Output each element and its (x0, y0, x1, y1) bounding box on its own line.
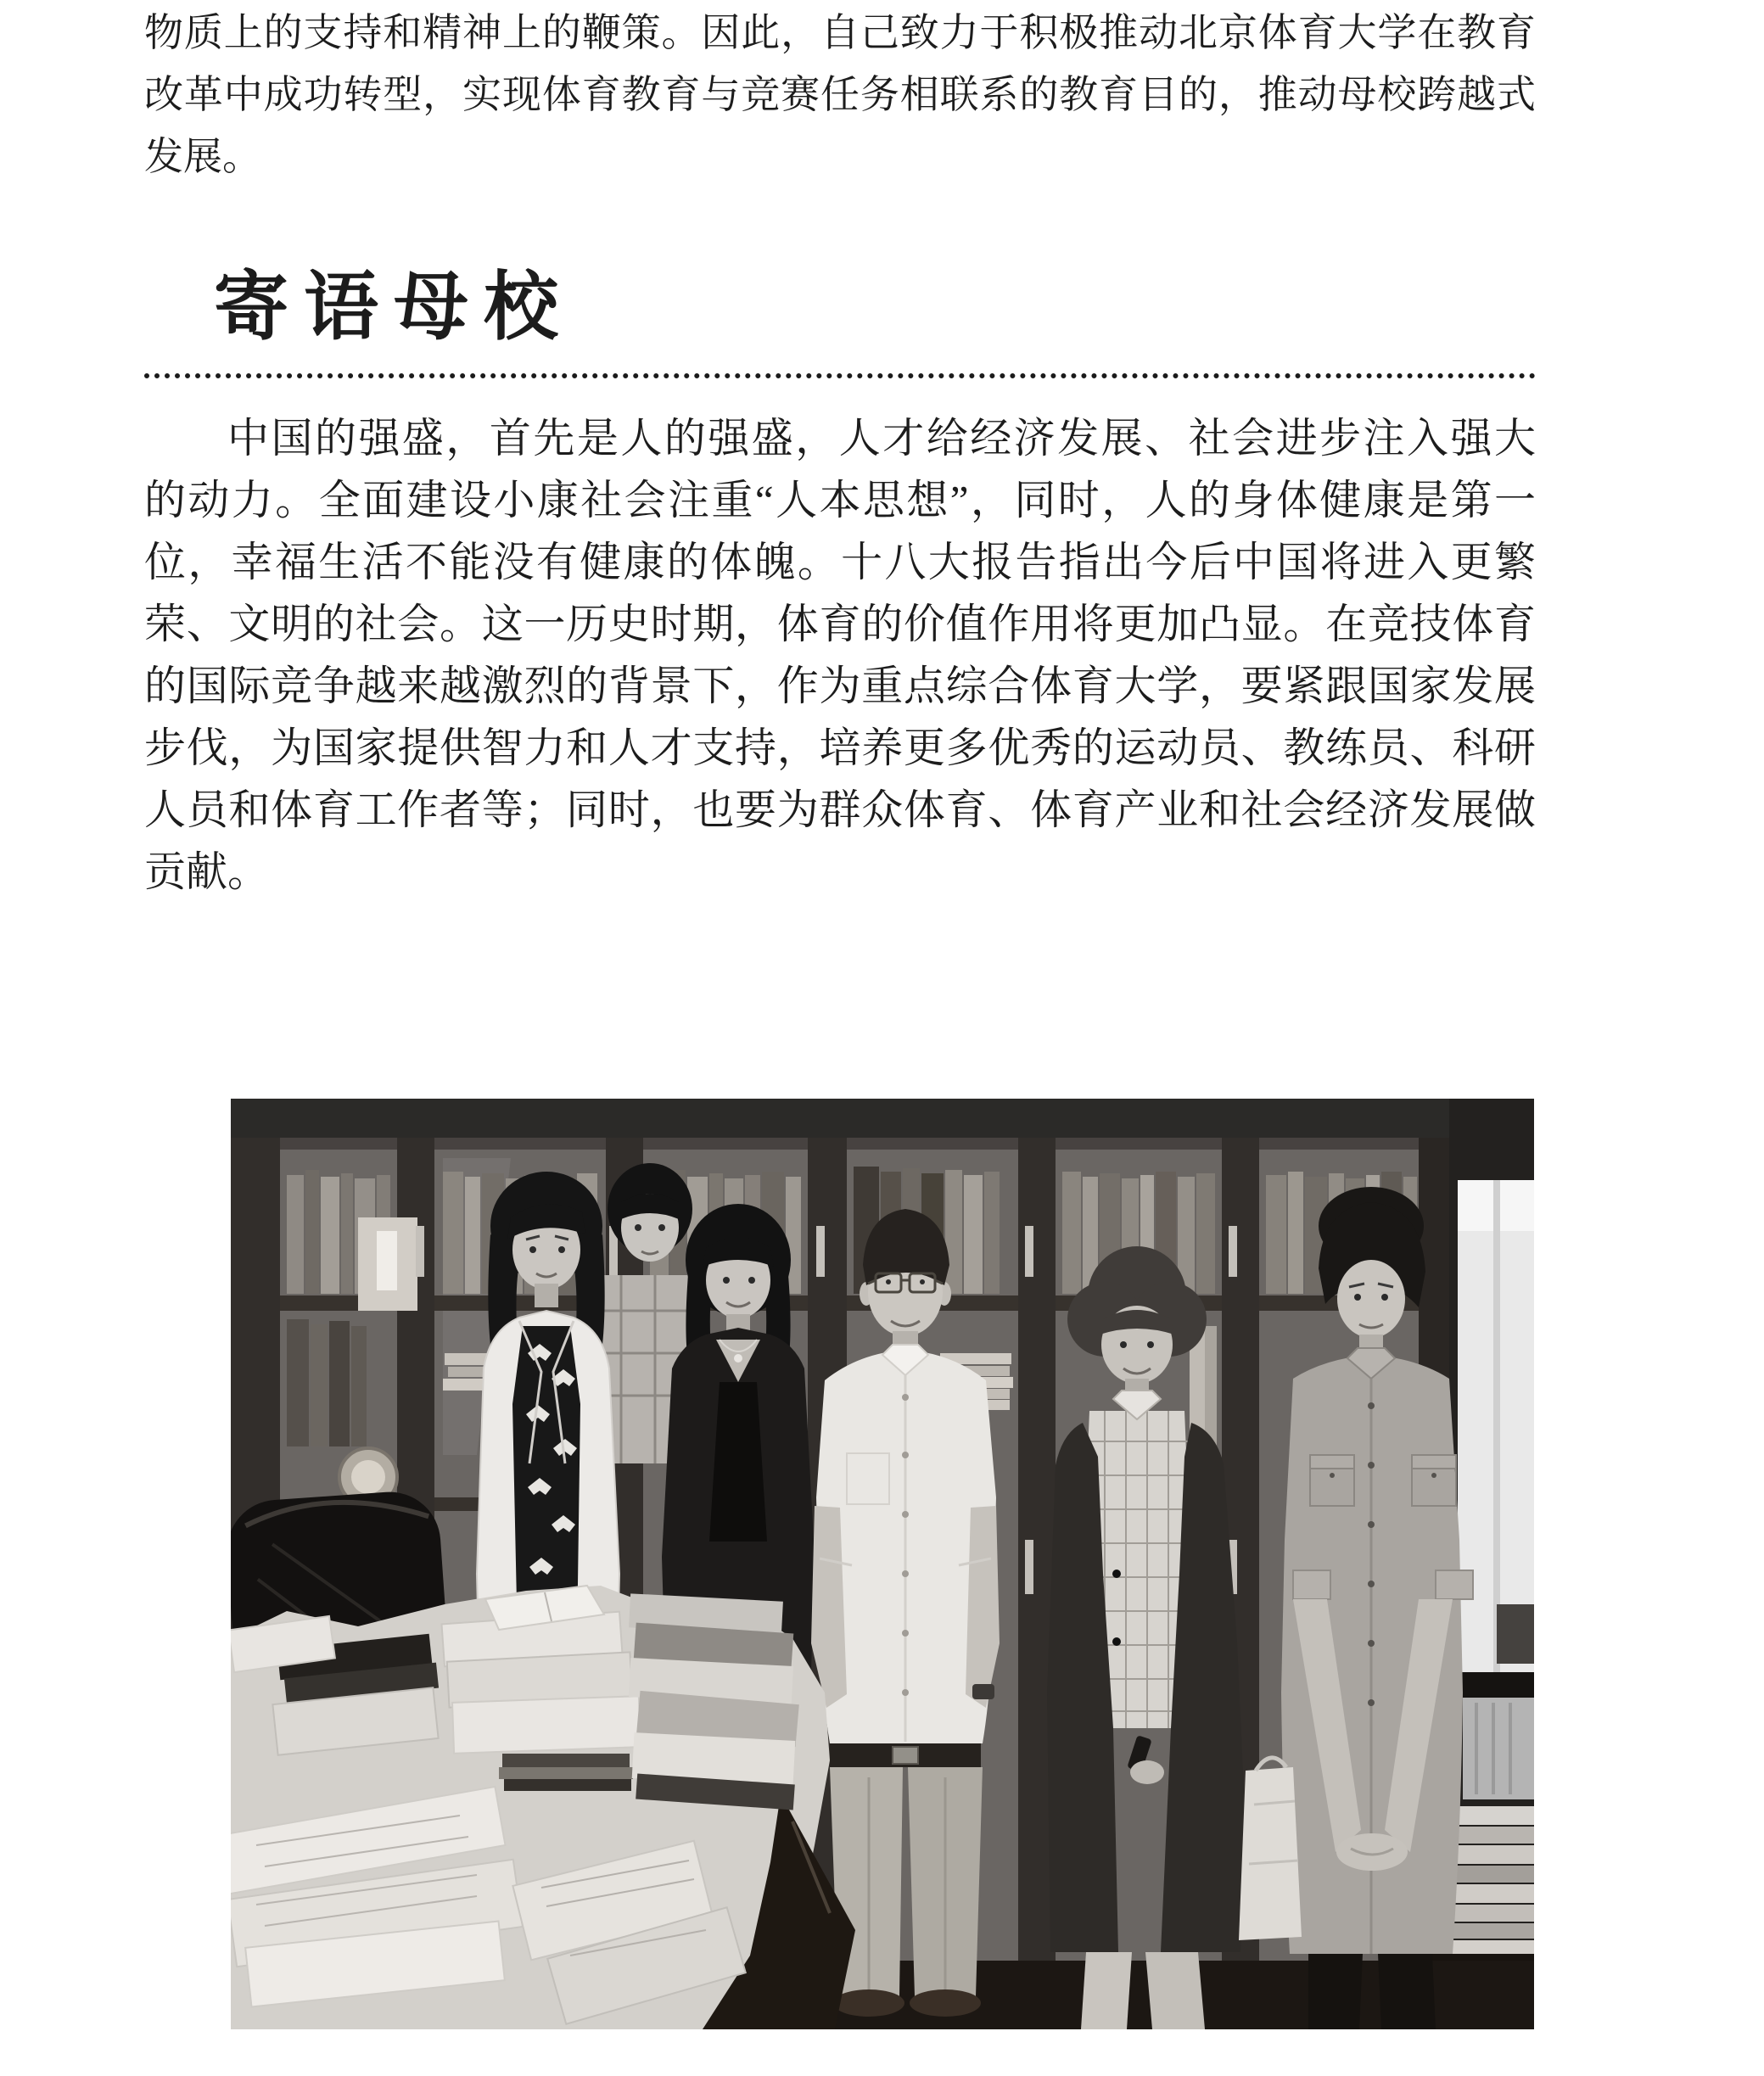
intro-line: 发展。 (144, 135, 261, 178)
body-line: 步伐，为国家提供智力和人才支持，培养更多优秀的运动员、教练员、科研 (144, 725, 1536, 771)
body-paragraph (144, 407, 1536, 903)
body-line: 贡献。 (144, 848, 270, 895)
body-line: 中国的强盛，首先是人的强盛，人才给经济发展、社会进步注入强大 (227, 415, 1536, 462)
desk-papers (231, 1586, 855, 2029)
dotted-divider (144, 373, 1536, 378)
group-photo (231, 1099, 1534, 2029)
intro-paragraph (144, 2, 1536, 187)
body-line: 的国际竞争越来越激烈的背景下，作为重点综合体育大学，要紧跟国家发展 (144, 663, 1536, 709)
intro-line: 物质上的支持和精神上的鞭策。因此，自己致力于积极推动北京体育大学在教育 (144, 11, 1536, 54)
plastic-bag (1239, 1758, 1302, 1940)
intro-line: 改革中成功转型，实现体育教育与竞赛任务相联系的教育目的，推动母校跨越式 (144, 73, 1536, 116)
body-line: 荣、文明的社会。这一历史时期，体育的价值作用将更加凸显。在竞技体育 (144, 601, 1536, 647)
section-heading: 寄语母校 (214, 267, 574, 350)
body-line: 位，幸福生活不能没有健康的体魄。十八大报告指出今后中国将进入更繁 (144, 539, 1536, 585)
body-line: 人员和体育工作者等；同时，也要为群众体育、体育产业和社会经济发展做 (144, 786, 1536, 833)
body-line: 的动力。全面建设小康社会注重“人本思想”，同时，人的身体健康是第一 (144, 477, 1536, 523)
